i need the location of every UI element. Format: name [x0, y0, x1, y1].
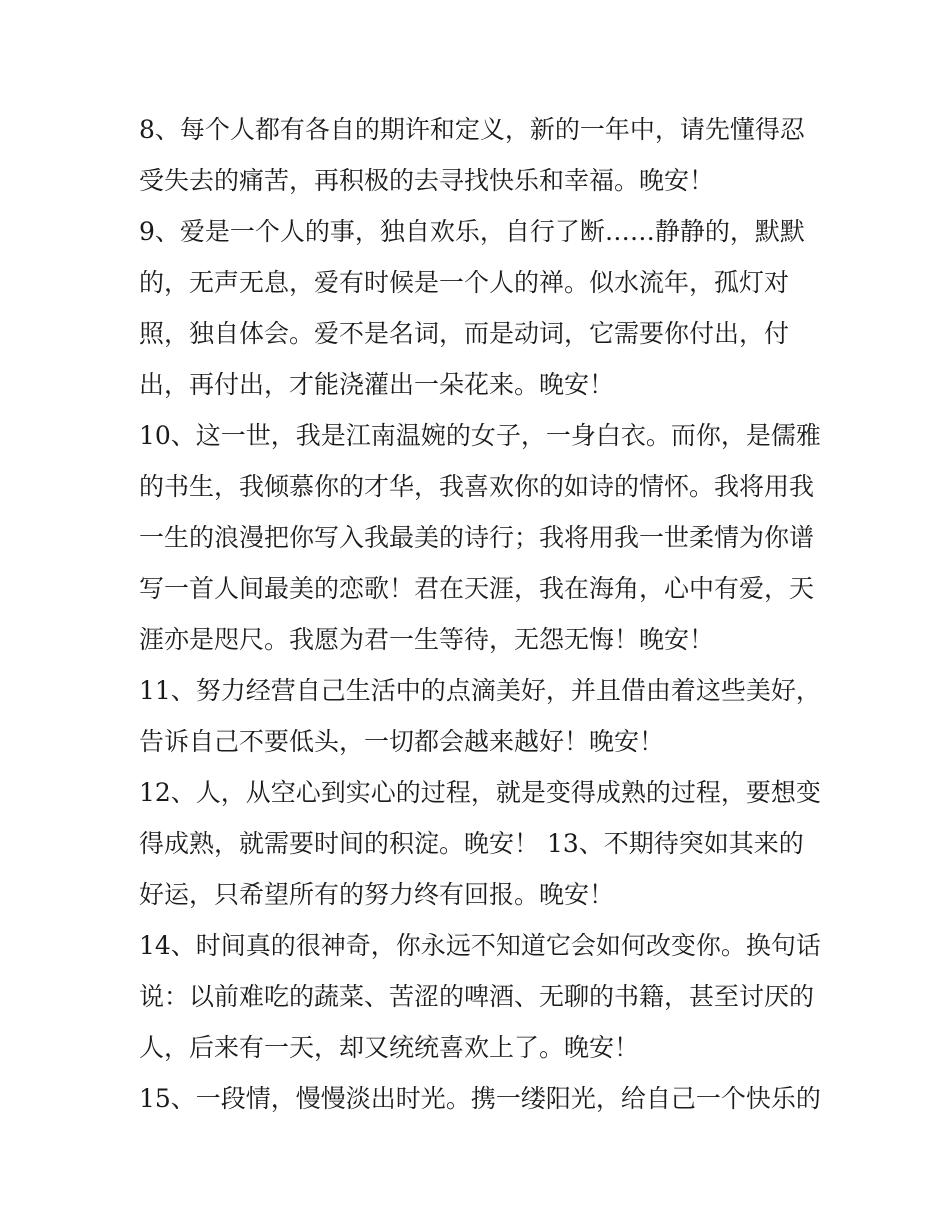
text-line: 人，后来有一天，却又统统喜欢上了。晚安！ — [139, 1033, 640, 1062]
text-line: 9、爱是一个人的事，独自欢乐，自行了断……静静的，默默 — [139, 217, 805, 246]
text-line: 照，独自体会。爱不是名词，而是动词，它需要你付出，付 — [139, 319, 790, 348]
text-line: 的，无声无息，爱有时候是一个人的禅。似水流年，孤灯对 — [139, 268, 790, 297]
text-line: 的书生，我倾慕你的才华，我喜欢你的如诗的情怀。我将用我 — [139, 472, 815, 501]
text-line: 15、一段情，慢慢淡出时光。携一缕阳光，给自己一个快乐的 — [139, 1084, 821, 1113]
text-line: 受失去的痛苦，再积极的去寻找快乐和幸福。晚安！ — [139, 166, 715, 195]
text-line: 好运，只希望所有的努力终有回报。晚安！ — [139, 880, 615, 909]
text-line: 得成熟，就需要时间的积淀。晚安！ 13、不期待突如其来的 — [139, 829, 804, 858]
text-line: 8、每个人都有各自的期许和定义，新的一年中，请先懂得忍 — [139, 115, 805, 144]
text-line: 写一首人间最美的恋歌！君在天涯，我在海角，心中有爱，天 — [139, 574, 815, 603]
text-line: 涯亦是咫尺。我愿为君一生等待，无怨无悔！晚安！ — [139, 625, 715, 654]
text-line: 出，再付出，才能浇灌出一朵花来。晚安！ — [139, 370, 615, 399]
text-line: 一生的浪漫把你写入我最美的诗行；我将用我一世柔情为你谱 — [139, 523, 815, 552]
text-line: 说：以前难吃的蔬菜、苦涩的啤酒、无聊的书籍，甚至讨厌的 — [139, 982, 815, 1011]
document-body — [139, 104, 839, 1124]
text-line: 12、人，从空心到实心的过程，就是变得成熟的过程，要想变 — [139, 778, 821, 807]
text-line: 11、努力经营自己生活中的点滴美好，并且借由着这些美好， — [139, 676, 821, 705]
text-line: 告诉自己不要低头，一切都会越来越好！晚安！ — [139, 727, 665, 756]
text-line: 14、时间真的很神奇，你永远不知道它会如何改变你。换句话 — [139, 931, 821, 960]
text-line: 10、这一世，我是江南温婉的女子，一身白衣。而你，是儒雅 — [139, 421, 821, 450]
